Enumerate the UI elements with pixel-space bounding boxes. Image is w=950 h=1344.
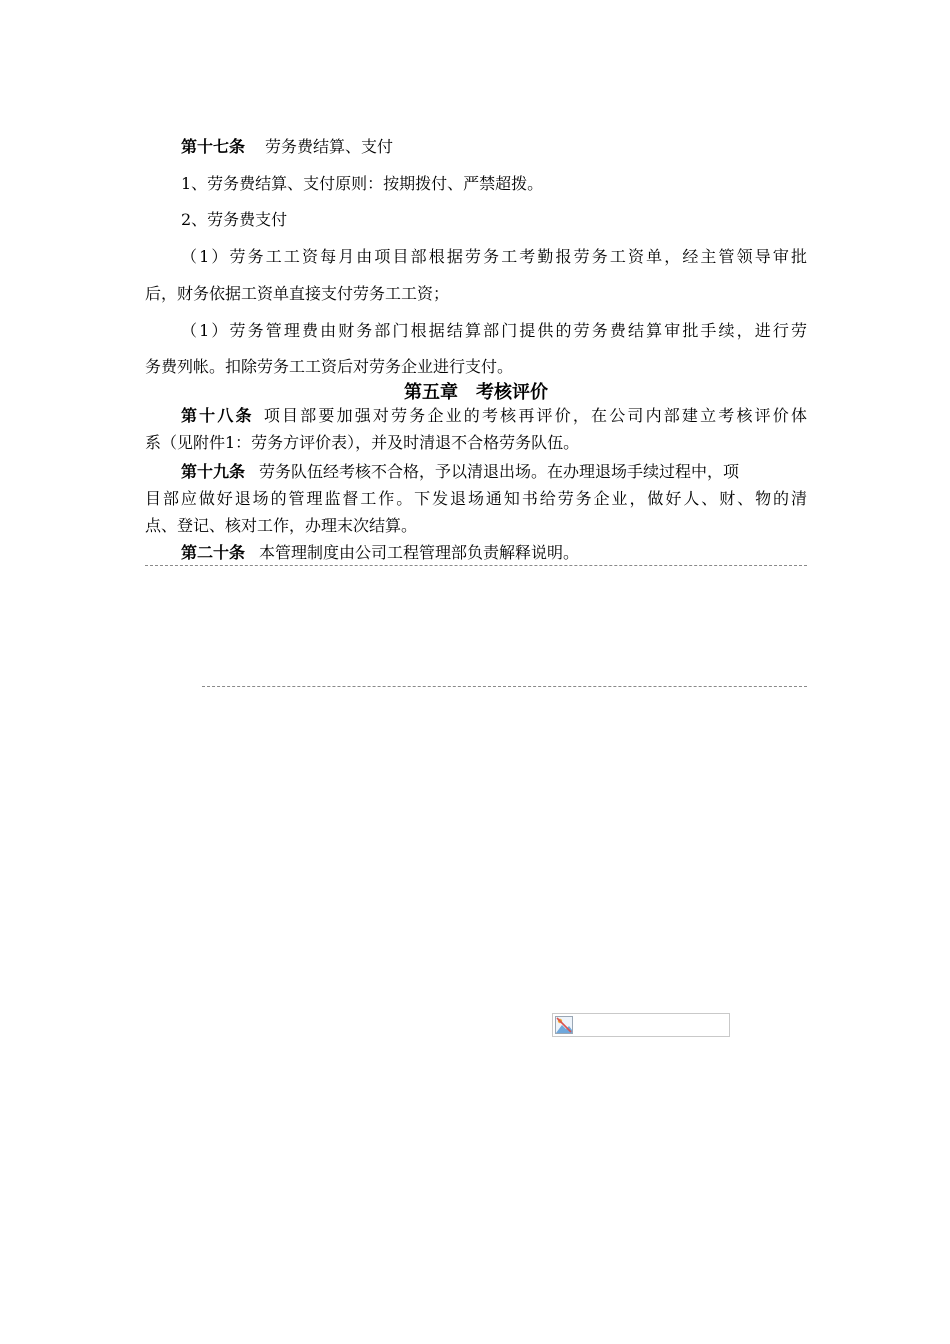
article-17-heading [181, 137, 807, 157]
article-19-line-3: 点、登记、核对工作，办理末次结算。 [145, 516, 418, 535]
article-20-line [181, 543, 807, 563]
article-18-text: 项目部要加强对劳务企业的考核再评价，在公司内部建立考核评价体 [261, 406, 807, 425]
dashed-separator-bottom [202, 686, 807, 687]
article-19-label: 第十九条 [181, 462, 246, 481]
article-18-line-1 [181, 406, 807, 426]
article-18-line-2: 系（见附件1：劳务方评价表），并及时清退不合格劳务队伍。 [145, 433, 580, 452]
article-20-label: 第二十条 [181, 543, 246, 562]
dashed-separator-top [145, 565, 807, 566]
article-17-sub-1-line-2: 后，财务依据工资单直接支付劳务工工资； [145, 284, 450, 303]
article-18-label: 第十八条 [181, 406, 254, 425]
article-17-sub-2-line-2: 务费列帐。扣除劳务工工资后对劳务企业进行支付。 [145, 357, 514, 376]
article-20-text: 本管理制度由公司工程管理部负责解释说明。 [259, 543, 580, 562]
article-17-sub-1-line-1: （1）劳务工工资每月由项目部根据劳务工考勤报劳务工资单，经主管领导审批 [181, 247, 807, 266]
image-placeholder [552, 1013, 730, 1037]
article-19-line-1 [181, 462, 807, 482]
broken-image-icon [555, 1016, 573, 1034]
article-17-sub-2-line-1: （1）劳务管理费由财务部门根据结算部门提供的劳务费结算审批手续，进行劳 [181, 321, 807, 340]
chapter-5-title: 第五章 考核评价 [404, 382, 548, 403]
article-17-label: 第十七条 [181, 137, 246, 156]
article-19-text: 劳务队伍经考核不合格，予以清退出场。在办理退场手续过程中，项 [259, 462, 740, 481]
article-17-title: 劳务费结算、支付 [265, 137, 394, 156]
article-17-item-1: 1、劳务费结算、支付原则：按期拨付、严禁超拨。 [181, 174, 544, 193]
article-17-item-2: 2、劳务费支付 [181, 210, 288, 229]
article-19-line-2: 目部应做好退场的管理监督工作。下发退场通知书给劳务企业，做好人、财、物的清 [145, 489, 807, 508]
